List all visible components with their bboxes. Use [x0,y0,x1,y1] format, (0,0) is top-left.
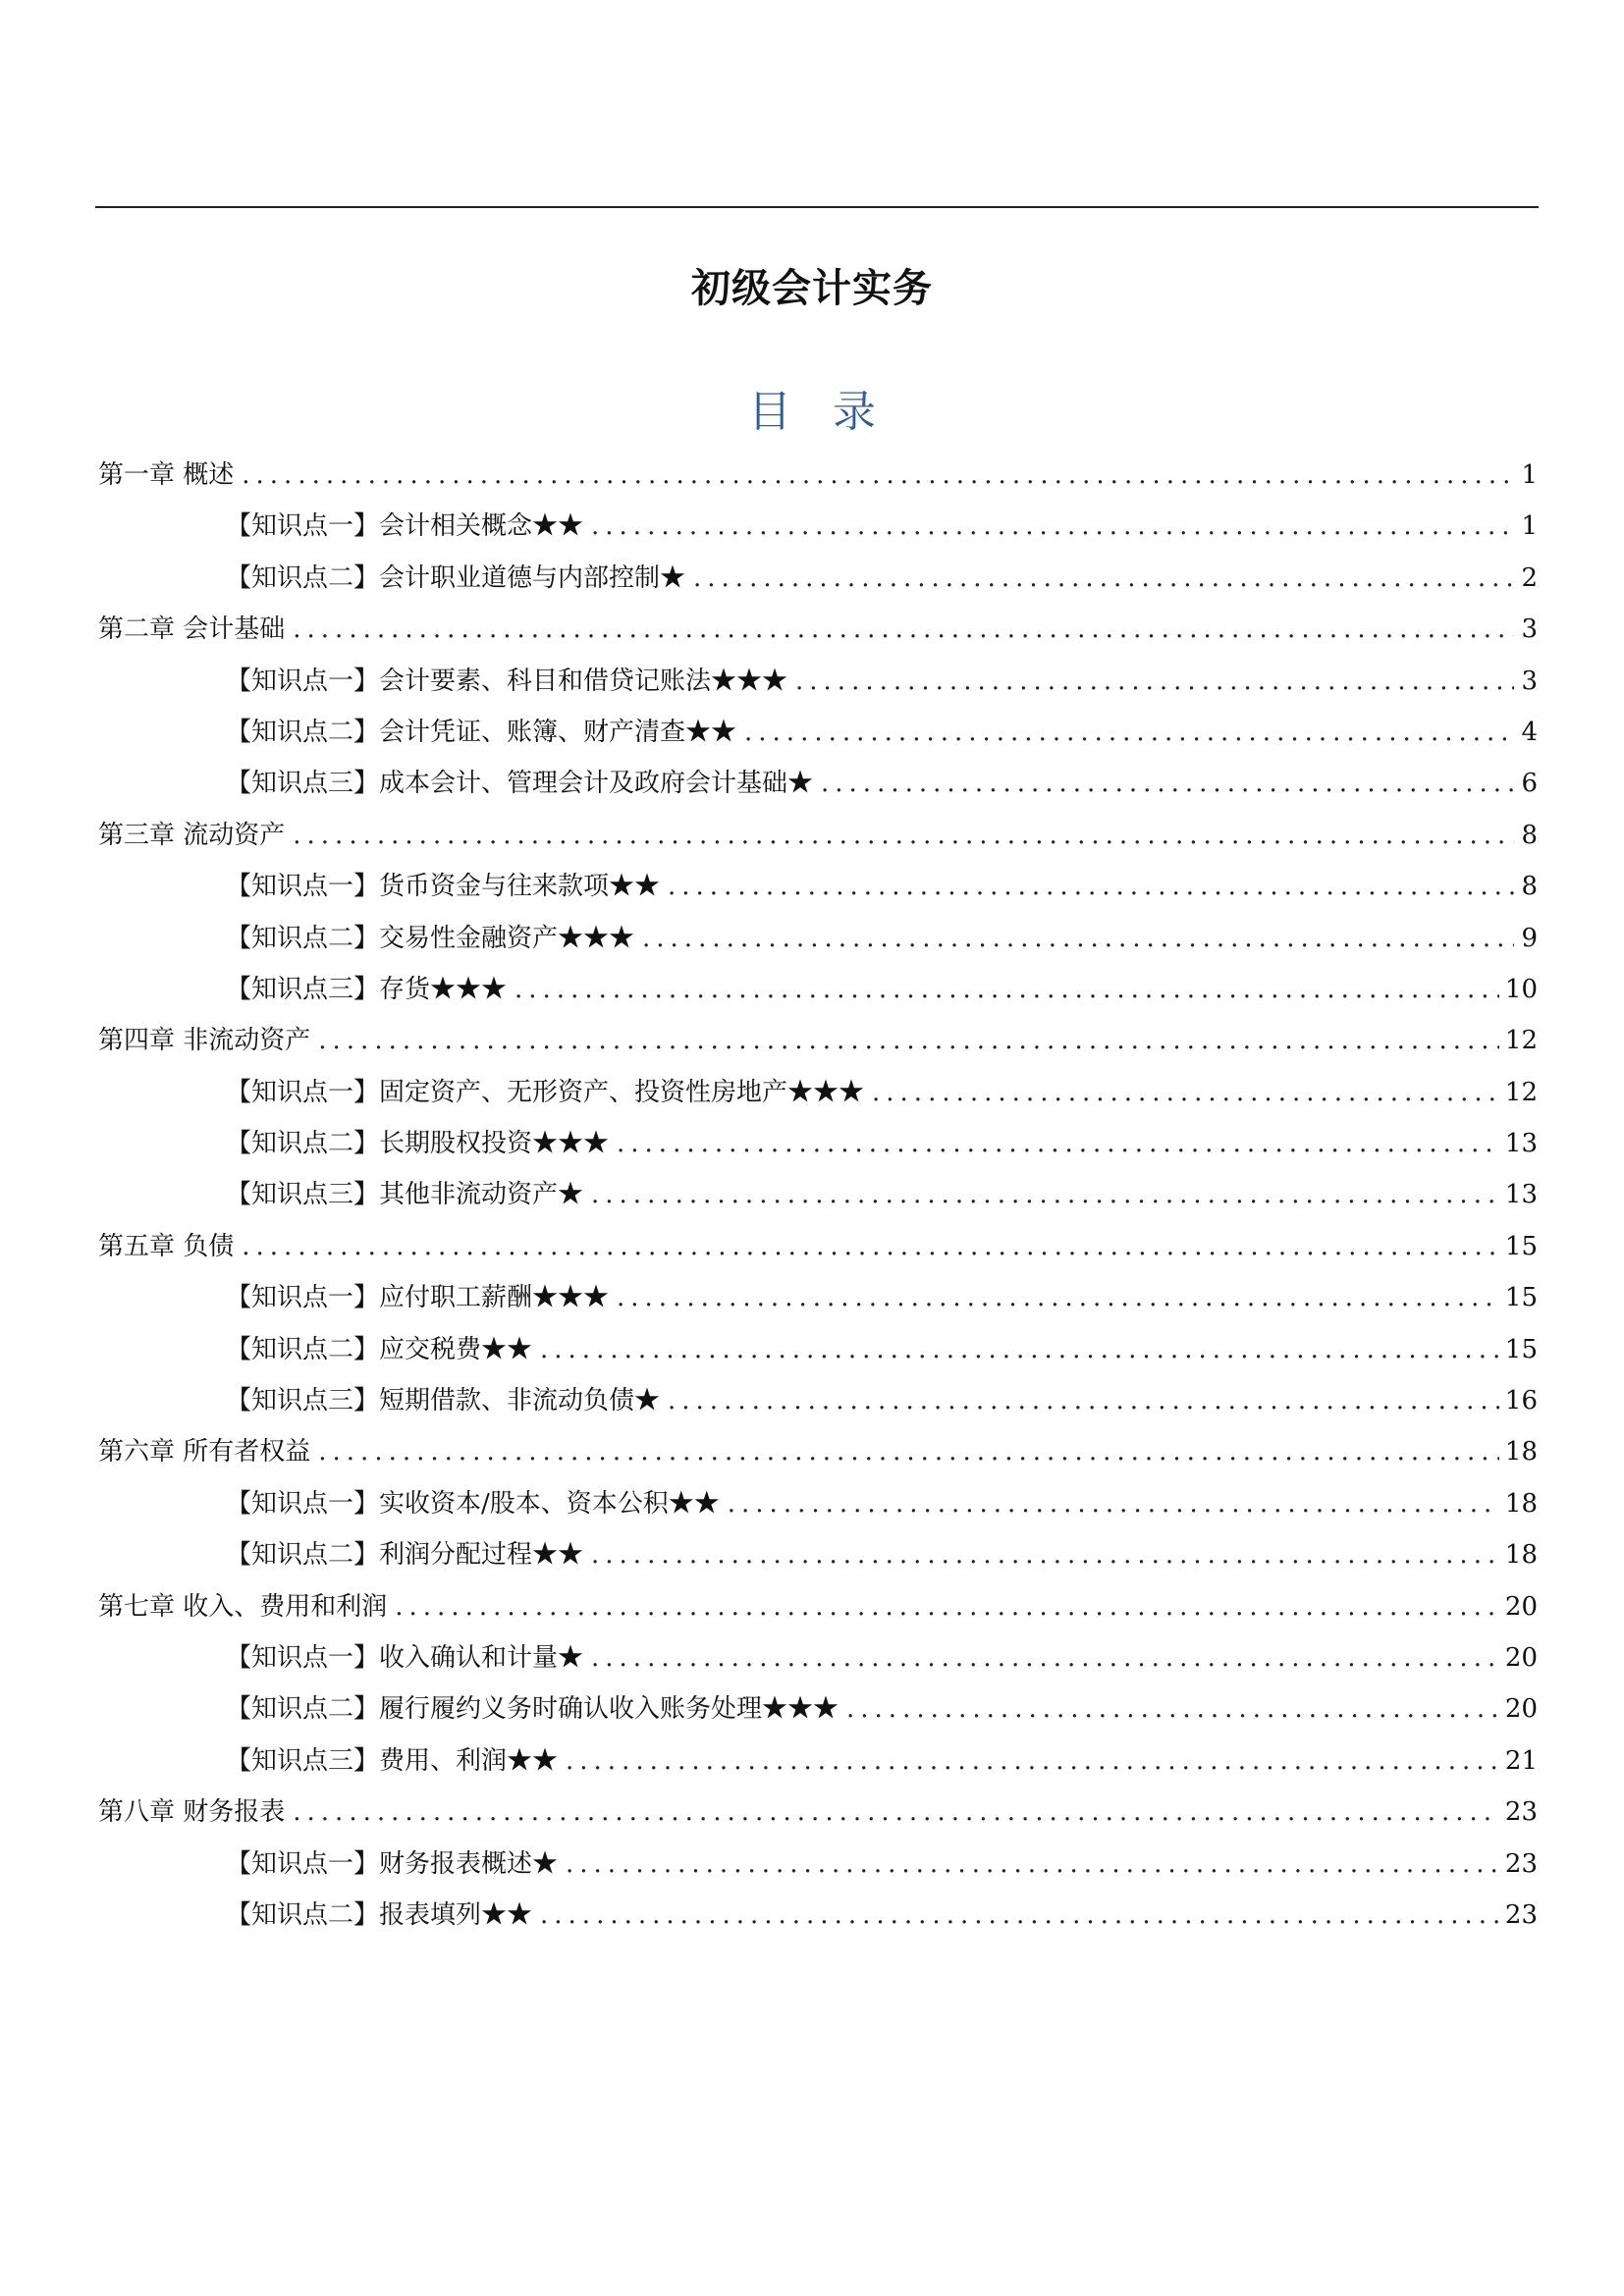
toc-page-number: 8 [1521,872,1538,902]
toc-dot-leader [617,1118,1499,1169]
toc-section-entry[interactable] [98,1529,1538,1580]
toc-heading: 目录 [748,387,917,437]
document-title: 初级会计实务 [691,266,933,311]
toc-dot-leader [293,1787,1499,1838]
toc-page-number: 18 [1504,1437,1538,1468]
toc-dot-leader [617,1272,1499,1323]
toc-dot-leader [668,1375,1499,1426]
toc-entry-label: 【知识点二】长期股权投资★★★ [226,1129,610,1159]
toc-section-entry[interactable] [98,553,1538,604]
toc-section-entry[interactable] [98,861,1538,912]
toc-page-number: 13 [1504,1180,1538,1210]
toc-page-number: 23 [1504,1899,1538,1930]
toc-page-number: 10 [1504,974,1538,1004]
toc-entry-label: 【知识点一】应付职工薪酬★★★ [226,1283,610,1313]
toc-section-entry[interactable] [98,1169,1538,1220]
toc-chapter-entry[interactable] [98,450,1538,501]
toc-section-entry[interactable] [98,656,1538,707]
toc-entry-label: 【知识点一】固定资产、无形资产、投资性房地产★★★ [226,1077,865,1107]
toc-dot-leader [293,604,1514,655]
toc-page-number: 20 [1504,1642,1538,1673]
toc-dot-leader [566,1735,1499,1787]
toc-section-entry[interactable] [98,1324,1538,1375]
toc-chapter-entry[interactable] [98,1015,1538,1066]
toc-dot-leader [591,501,1514,552]
toc-section-entry[interactable] [98,1272,1538,1323]
toc-entry-label: 第三章 流动资产 [98,820,286,850]
toc-dot-leader [242,1221,1499,1272]
toc-entry-label: 第六章 所有者权益 [98,1437,311,1468]
toc-chapter-entry[interactable] [98,1221,1538,1272]
toc-dot-leader [514,964,1499,1015]
toc-entry-label: 第一章 概述 [98,459,235,490]
toc-entry-label: 【知识点三】费用、利润★★ [226,1745,559,1776]
toc-page-number: 1 [1521,459,1538,490]
toc-entry-label: 【知识点二】交易性金融资产★★★ [226,923,635,953]
toc-dot-leader [668,861,1514,912]
toc-entry-label: 【知识点二】会计凭证、账簿、财产清查★★ [226,717,737,747]
toc-dot-leader [728,1478,1499,1529]
toc-dot-leader [540,1324,1499,1375]
toc-entry-label: 【知识点一】实收资本/股本、资本公积★★ [226,1488,720,1519]
table-of-contents [98,450,1538,1941]
toc-entry-label: 【知识点二】利润分配过程★★ [226,1540,584,1571]
toc-section-entry[interactable] [98,1890,1538,1941]
toc-entry-label: 第二章 会计基础 [98,614,286,645]
toc-page-number: 1 [1521,511,1538,542]
toc-section-entry[interactable] [98,501,1538,552]
toc-section-entry[interactable] [98,1478,1538,1529]
toc-entry-label: 【知识点三】短期借款、非流动负债★ [226,1386,661,1416]
toc-entry-label: 【知识点一】收入确认和计量★ [226,1642,584,1673]
toc-page-number: 4 [1521,717,1538,747]
toc-page-number: 8 [1521,820,1538,850]
toc-page-number: 23 [1504,1848,1538,1879]
toc-page-number: 23 [1504,1797,1538,1828]
toc-entry-label: 【知识点二】报表填列★★ [226,1899,533,1930]
toc-section-entry[interactable] [98,1375,1538,1426]
toc-dot-leader [293,810,1514,861]
toc-page-number: 13 [1504,1129,1538,1159]
toc-dot-leader [318,1426,1499,1477]
toc-section-entry[interactable] [98,913,1538,964]
toc-section-entry[interactable] [98,964,1538,1015]
toc-chapter-entry[interactable] [98,1426,1538,1477]
toc-entry-label: 【知识点一】货币资金与往来款项★★ [226,872,661,902]
toc-dot-leader [395,1581,1499,1632]
toc-section-entry[interactable] [98,1632,1538,1683]
toc-entry-label: 第七章 收入、费用和利润 [98,1591,388,1622]
toc-page-number: 3 [1521,614,1538,645]
header-rule [95,206,1539,208]
toc-page-number: 15 [1504,1231,1538,1261]
toc-section-entry[interactable] [98,1683,1538,1735]
toc-dot-leader [821,758,1514,809]
toc-page-number: 20 [1504,1694,1538,1725]
toc-dot-leader [591,1632,1499,1683]
toc-page-number: 6 [1521,769,1538,799]
toc-section-entry[interactable] [98,1067,1538,1118]
toc-entry-label: 【知识点一】会计相关概念★★ [226,511,584,542]
toc-dot-leader [872,1067,1499,1118]
toc-chapter-entry[interactable] [98,1581,1538,1632]
toc-dot-leader [566,1839,1499,1890]
toc-page-number: 12 [1504,1026,1538,1056]
toc-entry-label: 【知识点二】履行履约义务时确认收入账务处理★★★ [226,1694,839,1725]
toc-page-number: 15 [1504,1334,1538,1364]
toc-entry-label: 第八章 财务报表 [98,1797,286,1828]
toc-dot-leader [642,913,1514,964]
toc-page-number: 15 [1504,1283,1538,1313]
toc-dot-leader [540,1890,1499,1941]
toc-dot-leader [846,1683,1499,1735]
toc-page-number: 12 [1504,1077,1538,1107]
toc-entry-label: 【知识点二】会计职业道德与内部控制★ [226,562,686,593]
toc-entry-label: 【知识点一】会计要素、科目和借贷记账法★★★ [226,666,788,696]
toc-section-entry[interactable] [98,1118,1538,1169]
toc-chapter-entry[interactable] [98,810,1538,861]
toc-entry-label: 【知识点二】应交税费★★ [226,1334,533,1364]
toc-page-number: 9 [1521,923,1538,953]
toc-section-entry[interactable] [98,1735,1538,1787]
toc-dot-leader [591,1529,1499,1580]
toc-section-entry[interactable] [98,707,1538,758]
toc-dot-leader [693,553,1514,604]
toc-page-number: 21 [1504,1745,1538,1776]
toc-chapter-entry[interactable] [98,604,1538,655]
toc-page-number: 16 [1504,1386,1538,1416]
toc-section-entry[interactable] [98,758,1538,809]
toc-entry-label: 【知识点三】存货★★★ [226,974,508,1004]
toc-page-number: 2 [1521,562,1538,593]
toc-dot-leader [591,1169,1499,1220]
toc-entry-label: 【知识点三】其他非流动资产★ [226,1180,584,1210]
toc-dot-leader [242,450,1514,501]
toc-entry-label: 【知识点三】成本会计、管理会计及政府会计基础★ [226,769,814,799]
toc-entry-label: 第五章 负债 [98,1231,235,1261]
toc-page-number: 18 [1504,1540,1538,1571]
toc-entry-label: 第四章 非流动资产 [98,1026,311,1056]
toc-section-entry[interactable] [98,1839,1538,1890]
toc-dot-leader [318,1015,1499,1066]
toc-dot-leader [795,656,1514,707]
toc-page-number: 3 [1521,666,1538,696]
toc-entry-label: 【知识点一】财务报表概述★ [226,1848,559,1879]
toc-chapter-entry[interactable] [98,1787,1538,1838]
toc-page-number: 18 [1504,1488,1538,1519]
toc-dot-leader [744,707,1514,758]
toc-page-number: 20 [1504,1591,1538,1622]
